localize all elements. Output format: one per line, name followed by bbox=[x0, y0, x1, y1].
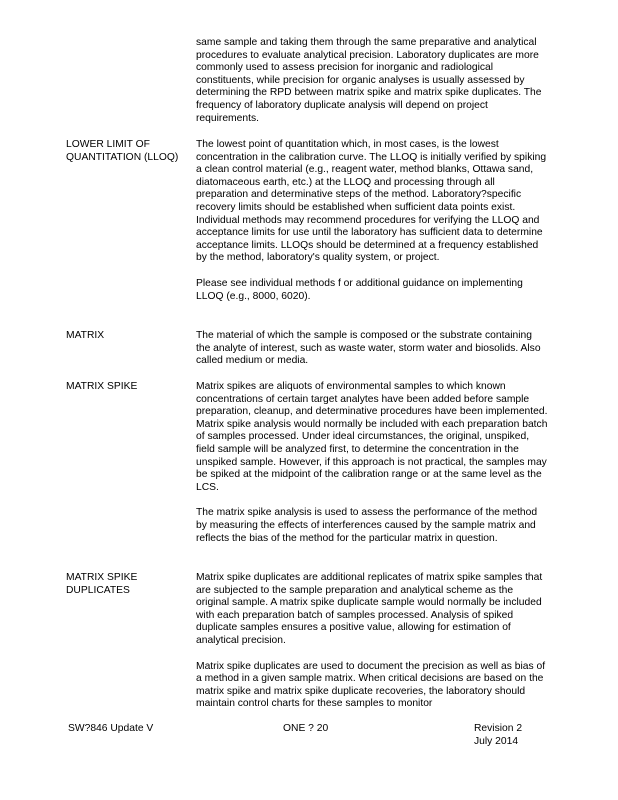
definition-matrix bbox=[196, 330, 548, 368]
footer-revision bbox=[474, 723, 522, 748]
definition-paragraph: The matrix spike analysis is used to assess the performance of the method by measuring the effects of interferences caused by the sample matrix and reflects the bias of the method for the particular matrix in question. bbox=[196, 507, 538, 544]
footer-revision-date: July 2014 bbox=[474, 735, 519, 747]
definition-paragraph: The lowest point of quantitation which, in most cases, is the lowest concentration in the calibration curve. The LLOQ is initially verified by spiking a clean control material (e.g., reagent water, method blanks, Ottawa sand, diatomaceous earth, etc.) at the LLOQ and processing through all preparation and determinative steps of the method. Laboratory?specific recovery limits should be established when sufficient data points exist. Individual methods may recommend procedures for verifying the LLOQ and acceptance limits for use until the laboratory has sufficient data to determine acceptance limits. LLOQs should be determined at a frequency established by the method, laboratory's quality system, or project. bbox=[196, 139, 547, 264]
continued-paragraph: same sample and taking them through the same preparative and analytical procedures to evaluate analytical precision. Laboratory duplicates are more commonly used to assess precision for inorganic and radiological constituents, while precision for organic analyses is usually assessed by determining the RPD between matrix spike and matrix spike duplicates. The frequency of laboratory duplicate analysis will depend on project requirements. bbox=[196, 37, 542, 124]
definition-matrix-spike-duplicates bbox=[196, 572, 548, 711]
continued-definition bbox=[196, 37, 548, 125]
definition-matrix-spike bbox=[196, 381, 548, 545]
term-matrix: MATRIX bbox=[66, 330, 105, 341]
term-lloq: LOWER LIMIT OF QUANTITATION (LLOQ) bbox=[66, 139, 179, 163]
definition-paragraph: Please see individual methods f or additional guidance on implementing LLOQ (e.g., 8000, 6020). bbox=[196, 277, 523, 302]
footer-revision-number: Revision 2 bbox=[474, 723, 523, 734]
definition-paragraph: Matrix spike duplicates are used to document the precision as well as bias of a method in a given sample matrix. When critical decisions are based on the matrix spike and matrix spike duplicate recoveries, the laboratory should maintain control charts for these samples to monitor bbox=[196, 660, 546, 710]
definition-paragraph: The material of which the sample is composed or the substrate containing the analyte of interest, such as waste water, storm water and biosolids. Also called medium or media. bbox=[196, 330, 541, 367]
definition-lloq bbox=[196, 139, 548, 303]
term-matrix-spike-duplicates: MATRIX SPIKE DUPLICATES bbox=[66, 572, 138, 596]
term-matrix-spike: MATRIX SPIKE bbox=[66, 381, 138, 392]
footer-page-number: ONE ? 20 bbox=[283, 723, 329, 734]
definition-paragraph: Matrix spike duplicates are additional replicates of matrix spike samples that are subjected to the sample preparation and analytical scheme as the original sample. A matrix spike duplicate sample would normally be included with each preparation batch of samples processed. Analysis of spiked duplicate samples ensures a positive value, allowing for estimation of analytical precision. bbox=[196, 572, 543, 646]
definition-paragraph: Matrix spikes are aliquots of environmental samples to which known concentrations of certain target analytes have been added before sample preparation, cleanup, and determinative procedures have been implemented. Matrix spike analysis would normally be included with each preparation batch of samples processed. Under ideal circumstances, the original, unspiked, field sample will be analyzed first, to determine the concentration in the unspiked sample. However, if this approach is not practical, the samples may be spiked at the midpoint of the calibration range or at the same level as the LCS. bbox=[196, 381, 548, 493]
footer-document-id: SW?846 Update V bbox=[68, 723, 154, 734]
